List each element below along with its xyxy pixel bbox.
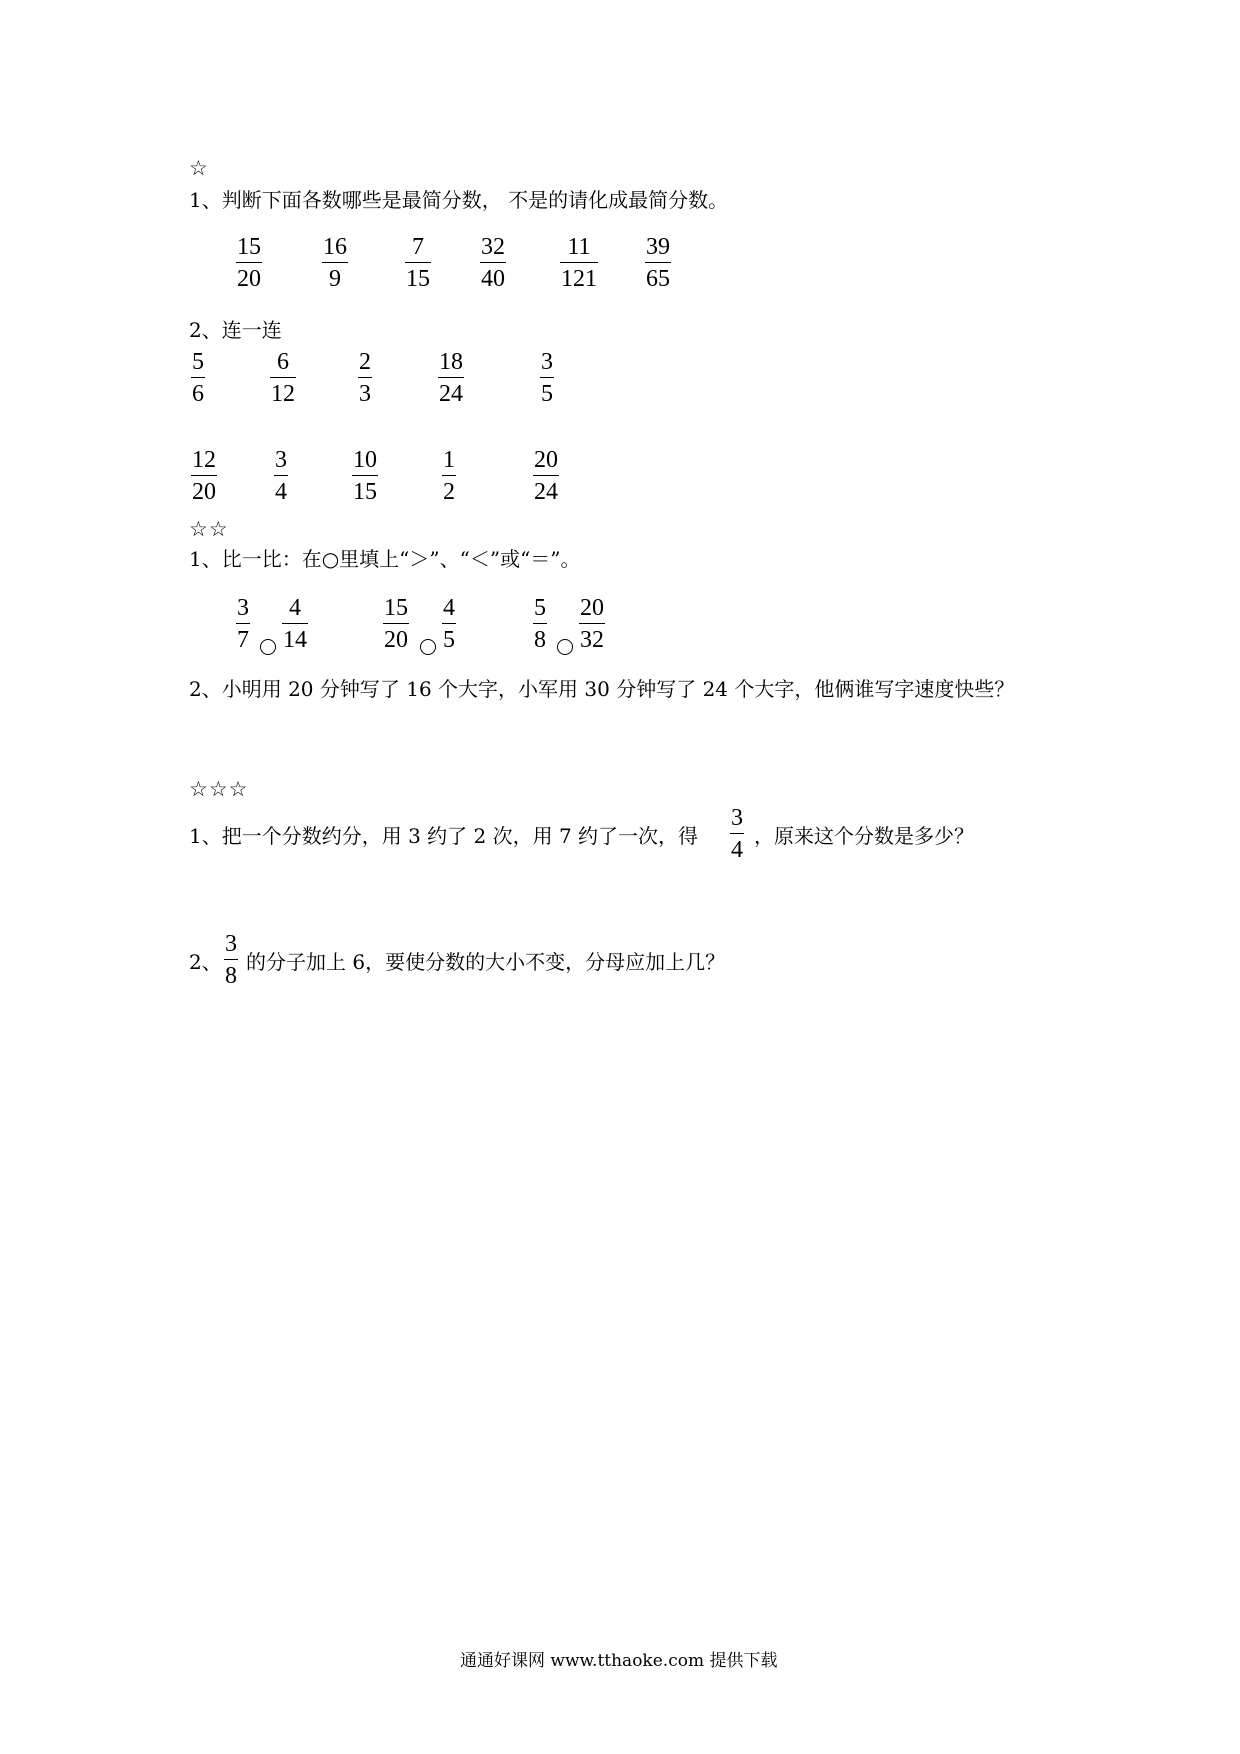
fraction-2-1-pair2-b	[442, 596, 456, 652]
denominator: 5	[541, 381, 553, 407]
numerator: 3	[225, 931, 237, 957]
denominator: 121	[561, 266, 597, 292]
section-3-stars: ☆☆☆	[189, 777, 249, 801]
denominator: 8	[534, 627, 546, 653]
denominator: 4	[731, 837, 743, 863]
compare-circle[interactable]	[260, 639, 276, 655]
numerator: 11	[567, 234, 591, 260]
numerator: 5	[534, 595, 546, 621]
compare-circle[interactable]	[420, 639, 436, 655]
denominator: 14	[283, 627, 307, 653]
fraction-2-1-pair3-a	[533, 596, 547, 652]
numerator: 18	[439, 349, 463, 375]
numerator: 15	[384, 595, 408, 621]
fraction-bar	[191, 475, 217, 476]
denominator: 2	[443, 479, 455, 505]
fraction-bar	[270, 377, 296, 378]
fraction-bar	[352, 475, 378, 476]
numerator: 6	[277, 349, 289, 375]
numerator: 4	[443, 595, 455, 621]
question-3-2-prefix: 2、	[189, 950, 222, 974]
fraction-bar	[533, 475, 559, 476]
fraction-bar	[282, 623, 308, 624]
fraction-1-2-row1-c	[358, 350, 372, 406]
compare-circle[interactable]	[557, 639, 573, 655]
fraction-1-2-row1-a	[191, 350, 205, 406]
fraction-bar	[442, 475, 456, 476]
numerator: 16	[323, 234, 347, 260]
fraction-bar	[236, 262, 262, 263]
question-2-1-text: 1、比一比：在○里填上“＞”、“＜”或“＝”。	[189, 547, 581, 571]
fraction-bar	[442, 623, 456, 624]
denominator: 8	[225, 963, 237, 989]
fraction-1-1-f	[645, 235, 671, 291]
fraction-1-1-b	[322, 235, 348, 291]
fraction-bar	[480, 262, 506, 263]
fraction-1-2-row1-b	[270, 350, 296, 406]
fraction-bar	[533, 623, 547, 624]
fraction-bar	[579, 623, 605, 624]
fraction-bar	[274, 475, 288, 476]
fraction-1-2-row2-a	[191, 448, 217, 504]
fraction-3-1	[730, 806, 744, 862]
denominator: 20	[192, 479, 216, 505]
numerator: 20	[580, 595, 604, 621]
denominator: 5	[443, 627, 455, 653]
fraction-bar	[560, 262, 598, 263]
fraction-1-1-a	[236, 235, 262, 291]
fraction-1-2-row1-e	[540, 350, 554, 406]
fraction-1-1-e	[560, 235, 598, 291]
numerator: 3	[731, 805, 743, 831]
numerator: 4	[289, 595, 301, 621]
fraction-bar	[191, 377, 205, 378]
fraction-2-1-pair3-b	[579, 596, 605, 652]
numerator: 32	[481, 234, 505, 260]
question-3-1-text-before: 1、把一个分数约分，用 3 约了 2 次，用 7 约了一次，得	[189, 824, 699, 848]
denominator: 32	[580, 627, 604, 653]
numerator: 10	[353, 447, 377, 473]
footer-credit: 通通好课网 www.tthaoke.com 提供下载	[460, 1651, 778, 1671]
question-3-1-text-after: ，原来这个分数是多少？	[754, 824, 974, 848]
fraction-bar	[322, 262, 348, 263]
question-1-1-text: 1、判断下面各数哪些是最简分数， 不是的请化成最简分数。	[189, 188, 729, 212]
fraction-1-2-row2-d	[442, 448, 456, 504]
numerator: 1	[443, 447, 455, 473]
fraction-bar	[224, 959, 238, 960]
question-3-2-text-after: 的分子加上 6，要使分数的大小不变，分母应加上几？	[246, 950, 726, 974]
denominator: 9	[329, 266, 341, 292]
numerator: 5	[192, 349, 204, 375]
denominator: 24	[534, 479, 558, 505]
numerator: 7	[412, 234, 424, 260]
numerator: 3	[237, 595, 249, 621]
fraction-bar	[236, 623, 250, 624]
fraction-1-2-row2-c	[352, 448, 378, 504]
fraction-bar	[383, 623, 409, 624]
section-1-stars: ☆	[189, 156, 209, 180]
denominator: 3	[359, 381, 371, 407]
fraction-1-1-d	[480, 235, 506, 291]
numerator: 39	[646, 234, 670, 260]
fraction-1-1-c	[405, 235, 431, 291]
denominator: 4	[275, 479, 287, 505]
question-2-2-text: 2、小明用 20 分钟写了 16 个大字，小军用 30 分钟写了 24 个大字，他俩谁写字速度快些？	[189, 677, 1015, 701]
denominator: 65	[646, 266, 670, 292]
denominator: 15	[406, 266, 430, 292]
fraction-2-1-pair2-a	[383, 596, 409, 652]
denominator: 20	[384, 627, 408, 653]
fraction-bar	[405, 262, 431, 263]
fraction-bar	[358, 377, 372, 378]
fraction-1-2-row2-e	[533, 448, 559, 504]
fraction-bar	[645, 262, 671, 263]
numerator: 12	[192, 447, 216, 473]
numerator: 20	[534, 447, 558, 473]
question-3-1-text	[189, 826, 698, 846]
numerator: 3	[541, 349, 553, 375]
numerator: 15	[237, 234, 261, 260]
denominator: 12	[271, 381, 295, 407]
fraction-2-1-pair1-b	[282, 596, 308, 652]
fraction-1-2-row1-d	[438, 350, 464, 406]
fraction-bar	[540, 377, 554, 378]
fraction-bar	[438, 377, 464, 378]
fraction-3-2	[224, 932, 238, 988]
denominator: 20	[237, 266, 261, 292]
denominator: 24	[439, 381, 463, 407]
denominator: 7	[237, 627, 249, 653]
question-1-2-text: 2、连一连	[189, 318, 282, 342]
fraction-1-2-row2-b	[274, 448, 288, 504]
denominator: 6	[192, 381, 204, 407]
numerator: 3	[275, 447, 287, 473]
fraction-2-1-pair1-a	[236, 596, 250, 652]
numerator: 2	[359, 349, 371, 375]
fraction-bar	[730, 833, 744, 834]
denominator: 15	[353, 479, 377, 505]
denominator: 40	[481, 266, 505, 292]
section-2-stars: ☆☆	[189, 517, 229, 541]
